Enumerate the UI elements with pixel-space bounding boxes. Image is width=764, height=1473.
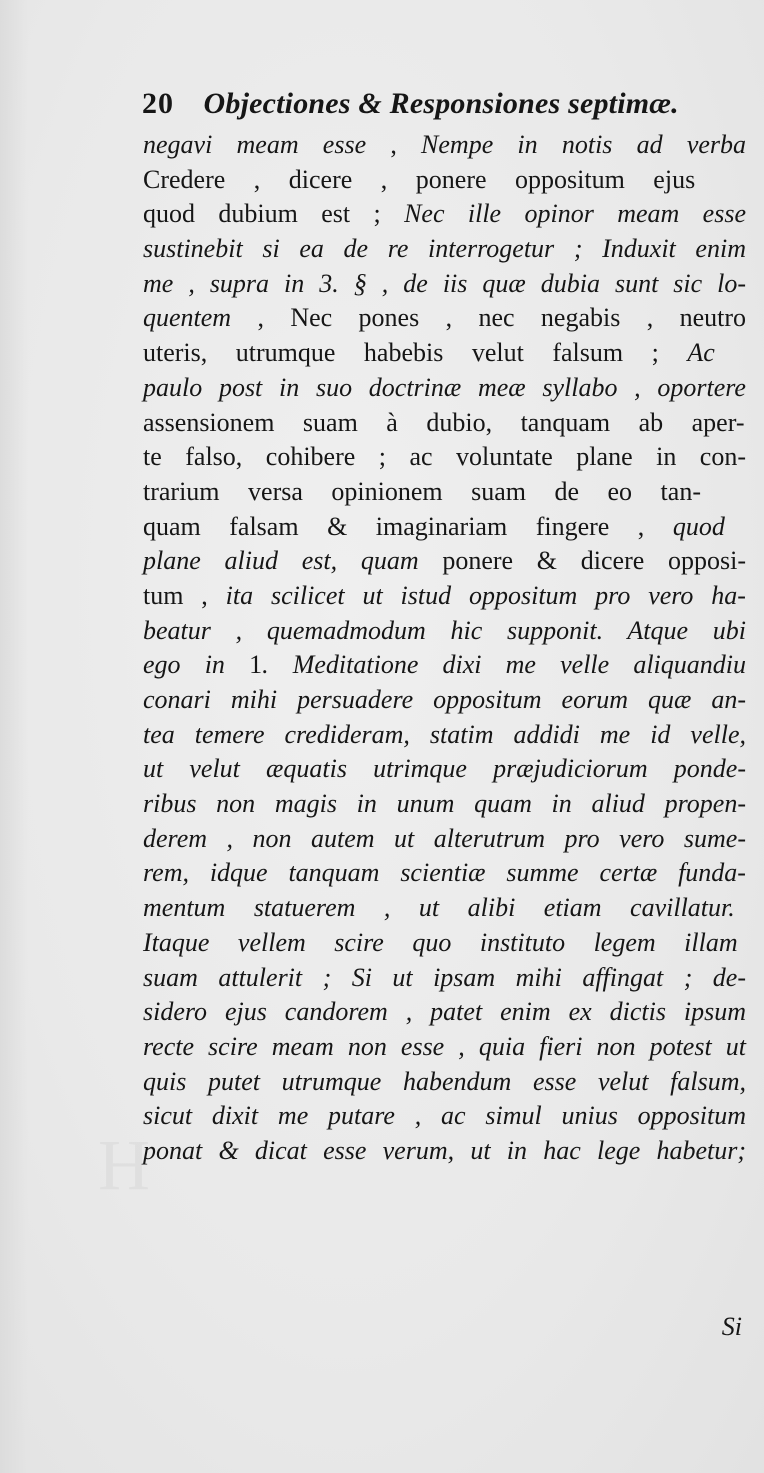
text-segment: ut velut æquatis utrimque præjudiciorum ponde- [143,754,747,784]
text-segment: sustinebit si ea de re interrogetur ; Induxit enim [143,234,746,264]
text-line [143,267,746,302]
text-segment: suam attulerit ; Si ut ipsam mihi affingat ; de- [143,962,747,992]
text-line [143,440,746,475]
text-line [143,544,746,579]
show-through-letter: H [98,1125,150,1205]
text-segment: paulo post in suo doctrinæ meæ syllabo , oportere [143,372,746,402]
text-segment: Nempe in notis ad verba [421,130,747,159]
text-segment: 1 [249,650,263,680]
text-line [143,128,746,163]
text-line [143,232,746,267]
text-segment: quis putet utrumque habendum esse velut falsum, [143,1066,747,1096]
text-segment: negavi meam esse [143,130,367,159]
text-segment: , [366,130,422,159]
text-line [143,1065,746,1100]
text-line [143,856,746,891]
text-segment: te falso, cohibere ; ac voluntate plane in con- [143,442,747,472]
text-segment: ita scilicet ut istud oppositum pro vero ha- [225,580,746,610]
spine-shadow [0,0,28,1473]
text-line [143,406,746,441]
text-line [143,822,746,857]
text-segment: , Nec pones , nec negabis , neutro [231,303,746,333]
text-line [143,197,746,232]
text-segment: assensionem suam à dubio, tanquam ab aper- [143,407,745,437]
body-text [143,128,746,1169]
text-segment: recte scire meam non esse , quia fieri non potest ut [143,1031,746,1061]
text-line [143,718,746,753]
text-segment: trarium versa opinionem suam de eo tan- [143,476,701,506]
text-line [143,163,746,198]
text-segment: rem, idque tanquam scientiæ summe certæ funda- [143,858,746,888]
text-line [143,336,746,371]
text-line [143,614,746,649]
text-segment: mentum statuerem , ut alibi etiam cavillatur. [143,893,735,923]
text-segment: me , supra in 3. § , de iis quæ dubia sunt sic lo- [143,268,747,298]
text-segment: ponere & dicere opposi- [418,546,747,576]
text-segment: Itaque vellem scire quo instituto legem illam [143,927,738,957]
text-segment: plane aliud est, quam [143,546,419,576]
text-line [143,961,746,996]
text-line [143,926,746,961]
text-segment: tea temere credideram, statim addidi me id velle, [143,719,746,749]
text-line [143,301,746,336]
text-line [143,683,746,718]
text-segment: . Meditatione dixi me velle aliquandiu [262,650,747,680]
page-number: 20 [142,87,174,120]
text-line [143,579,746,614]
text-segment: beatur , quemadmodum hic supponit. Atque ubi [143,615,746,645]
text-segment: sidero ejus candorem , patet enim ex dictis ipsum [143,997,747,1027]
text-segment: Credere , dicere , ponere oppositum ejus [143,164,696,194]
catchword: Si [721,1312,742,1341]
text-segment: conari mihi persuadere oppositum eorum quæ an- [143,685,747,714]
text-line [143,995,746,1030]
text-segment: Ac [687,338,715,368]
text-segment: quod dubium est ; [143,199,405,229]
text-line [143,510,746,545]
text-segment: quentem [143,303,232,333]
running-title: Objectiones & Responsiones septimæ. [203,87,679,120]
text-segment: ponat & dicat esse verum, ut in hac lege habetur; [143,1135,747,1165]
text-line [143,1134,746,1169]
text-segment: sicut dixit me putare , ac simul unius oppositum [143,1101,747,1131]
text-segment: tum , [143,580,226,610]
text-line [143,475,746,510]
text-line [143,648,746,683]
text-segment: quod [672,511,725,541]
text-line [143,752,746,787]
text-line [143,371,746,406]
text-segment: ribus non magis in unum quam in aliud propen- [143,789,746,819]
text-segment: quam falsam & imaginariam fingere , [143,511,673,541]
text-line [143,1099,746,1134]
text-line [143,891,746,926]
text-segment: Nec ille opinor meam esse [404,199,746,229]
text-line [143,787,746,822]
page-header [142,84,742,124]
text-segment: uteris, utrumque habebis velut falsum ; [143,338,688,368]
text-segment: ego in [143,650,250,680]
text-segment: derem , non autem ut alterutrum pro vero sume- [143,823,746,853]
text-line [143,1030,746,1065]
